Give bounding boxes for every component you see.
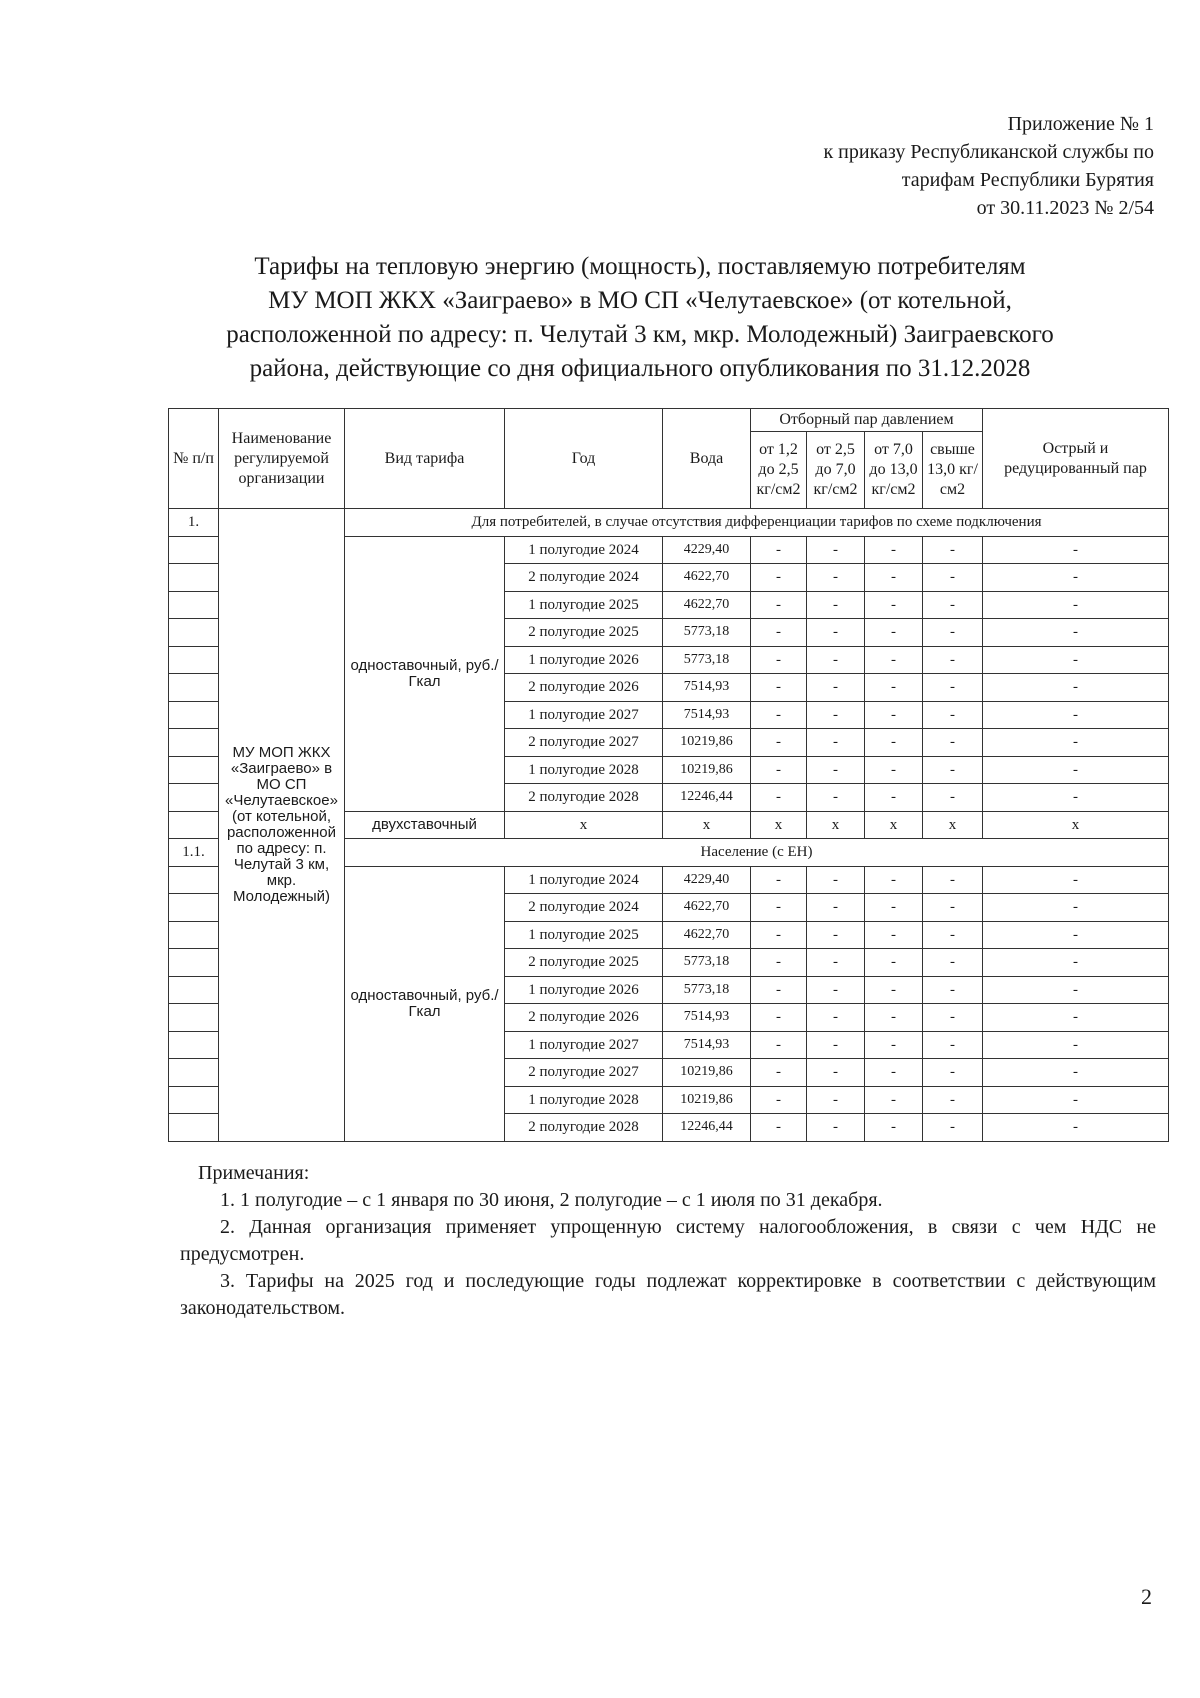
pressure-3-cell: - <box>865 701 923 729</box>
num-cell <box>169 976 219 1004</box>
period-cell: 2 полугодие 2026 <box>505 674 663 702</box>
water-tariff-cell: 4622,70 <box>663 894 751 922</box>
water-tariff-cell: 10219,86 <box>663 729 751 757</box>
section-title: Население (с ЕН) <box>345 839 1169 867</box>
pressure-2-cell: - <box>807 894 865 922</box>
period-cell: 1 полугодие 2028 <box>505 1086 663 1114</box>
sharp-steam-cell: - <box>983 756 1169 784</box>
pressure-4-cell: - <box>923 921 983 949</box>
sharp-steam-cell: - <box>983 591 1169 619</box>
num-cell <box>169 701 219 729</box>
water-tariff-cell: x <box>663 811 751 839</box>
num-cell <box>169 646 219 674</box>
section-number: 1. <box>169 509 219 537</box>
year-cell: x <box>505 811 663 839</box>
pressure-1-cell: - <box>751 949 807 977</box>
pressure-4-cell: - <box>923 1004 983 1032</box>
pressure-4-cell: - <box>923 729 983 757</box>
num-cell <box>169 756 219 784</box>
header-tariff-type: Вид тарифа <box>345 409 505 509</box>
appendix-line: Приложение № 1 <box>1007 113 1154 135</box>
pressure-4-cell: - <box>923 591 983 619</box>
water-tariff-cell: 10219,86 <box>663 756 751 784</box>
sharp-steam-cell: - <box>983 1086 1169 1114</box>
pressure-3-cell: - <box>865 921 923 949</box>
pressure-3-cell: - <box>865 1114 923 1142</box>
two-part-label: двухставочный <box>345 811 505 839</box>
sharp-steam-cell: - <box>983 976 1169 1004</box>
pressure-1-cell: - <box>751 729 807 757</box>
pressure-1-cell: - <box>751 591 807 619</box>
water-tariff-cell: 5773,18 <box>663 976 751 1004</box>
pressure-1-cell: - <box>751 976 807 1004</box>
num-cell <box>169 1114 219 1142</box>
period-cell: 1 полугодие 2027 <box>505 701 663 729</box>
pressure-2-cell: - <box>807 1004 865 1032</box>
sharp-steam-cell: - <box>983 1031 1169 1059</box>
water-tariff-cell: 12246,44 <box>663 784 751 812</box>
sharp-steam-cell: - <box>983 784 1169 812</box>
pressure-1-cell: - <box>751 619 807 647</box>
sharp-steam-cell: - <box>983 949 1169 977</box>
num-cell <box>169 1086 219 1114</box>
notes-heading: Примечания: <box>198 1162 310 1184</box>
pressure-1-cell: - <box>751 1086 807 1114</box>
pressure-3-cell: - <box>865 866 923 894</box>
pressure-3-cell: - <box>865 536 923 564</box>
pressure-2-cell: - <box>807 976 865 1004</box>
pressure-1-cell: - <box>751 921 807 949</box>
rate-type-cell: одноставочный, руб./Гкал <box>345 536 505 811</box>
document-title <box>150 250 1130 386</box>
num-cell <box>169 949 219 977</box>
pressure-2-cell: - <box>807 921 865 949</box>
period-cell: 1 полугодие 2025 <box>505 591 663 619</box>
water-tariff-cell: 10219,86 <box>663 1059 751 1087</box>
pressure-4-cell: - <box>923 866 983 894</box>
pressure-4-cell: - <box>923 1059 983 1087</box>
notes-block <box>180 1160 1156 1322</box>
water-tariff-cell: 4622,70 <box>663 564 751 592</box>
pressure-3-cell: - <box>865 1059 923 1087</box>
pressure-4-cell: - <box>923 1086 983 1114</box>
water-tariff-cell: 4229,40 <box>663 536 751 564</box>
pressure-1-cell: - <box>751 536 807 564</box>
appendix-line: к приказу Республиканской службы по <box>823 141 1154 163</box>
pressure-4-cell: - <box>923 619 983 647</box>
pressure-3-cell: - <box>865 1086 923 1114</box>
title-line: Тарифы на тепловую энергию (мощность), поставляемую потребителям <box>254 253 1026 280</box>
pressure-4-cell: - <box>923 976 983 1004</box>
pressure-1-cell: - <box>751 1031 807 1059</box>
num-cell <box>169 564 219 592</box>
water-tariff-cell: 7514,93 <box>663 674 751 702</box>
pressure-2-cell: - <box>807 591 865 619</box>
header-pressure-1: от 1,2 до 2,5 кг/см2 <box>751 432 807 509</box>
pressure-2-cell: - <box>807 1086 865 1114</box>
sharp-steam-cell: - <box>983 674 1169 702</box>
water-tariff-cell: 5773,18 <box>663 949 751 977</box>
appendix-block <box>823 110 1154 222</box>
table-row <box>169 509 1169 537</box>
section-title: Для потребителей, в случае отсутствия дифференциации тарифов по схеме подключения <box>345 509 1169 537</box>
water-tariff-cell: 7514,93 <box>663 701 751 729</box>
page-number: 2 <box>1141 1584 1152 1609</box>
pressure-3-cell: - <box>865 674 923 702</box>
num-cell <box>169 536 219 564</box>
sharp-steam-cell: - <box>983 894 1169 922</box>
pressure-3-cell: - <box>865 729 923 757</box>
pressure-4-cell: - <box>923 646 983 674</box>
pressure-3-cell: - <box>865 619 923 647</box>
sharp-steam-cell: - <box>983 1004 1169 1032</box>
pressure-4-cell: - <box>923 701 983 729</box>
period-cell: 2 полугодие 2025 <box>505 619 663 647</box>
pressure-2-cell: - <box>807 646 865 674</box>
pressure-2-cell: - <box>807 1031 865 1059</box>
num-cell <box>169 1031 219 1059</box>
pressure-2-cell: - <box>807 1114 865 1142</box>
period-cell: 2 полугодие 2027 <box>505 1059 663 1087</box>
header-pressure-3: от 7,0 до 13,0 кг/см2 <box>865 432 923 509</box>
header-water: Вода <box>663 409 751 509</box>
period-cell: 1 полугодие 2026 <box>505 976 663 1004</box>
pressure-3-cell: - <box>865 564 923 592</box>
section-number: 1.1. <box>169 839 219 867</box>
sharp-steam-cell: - <box>983 701 1169 729</box>
period-cell: 2 полугодие 2026 <box>505 1004 663 1032</box>
pressure-2-cell: - <box>807 619 865 647</box>
header-num: № п/п <box>169 409 219 509</box>
period-cell: 1 полугодие 2024 <box>505 536 663 564</box>
pressure-4-cell: - <box>923 1114 983 1142</box>
pressure-2-cell: - <box>807 756 865 784</box>
pressure-4-cell: - <box>923 784 983 812</box>
pressure-2-cell: - <box>807 866 865 894</box>
pressure-2-cell: - <box>807 701 865 729</box>
water-tariff-cell: 4229,40 <box>663 866 751 894</box>
pressure-2-cell: - <box>807 729 865 757</box>
pressure-2-cell: - <box>807 784 865 812</box>
pressure-4-cell: - <box>923 949 983 977</box>
pressure-3-cell: - <box>865 756 923 784</box>
period-cell: 1 полугодие 2026 <box>505 646 663 674</box>
period-cell: 1 полугодие 2024 <box>505 866 663 894</box>
pressure-3-cell: - <box>865 949 923 977</box>
sharp-steam-cell: - <box>983 1059 1169 1087</box>
title-line: МУ МОП ЖКХ «Заиграево» в МО СП «Челутаевское» (от котельной, <box>268 287 1012 314</box>
pressure-1-cell: x <box>751 811 807 839</box>
header-sharp-steam: Острый и редуцированный пар <box>983 409 1169 509</box>
pressure-3-cell: - <box>865 784 923 812</box>
pressure-1-cell: - <box>751 894 807 922</box>
water-tariff-cell: 4622,70 <box>663 921 751 949</box>
pressure-1-cell: - <box>751 866 807 894</box>
header-year: Год <box>505 409 663 509</box>
note-item: 3. Тарифы на 2025 год и последующие годы подлежат корректировке в соответствии с действующим законодательством. <box>180 1270 1156 1319</box>
note-item: 2. Данная организация применяет упрощенную систему налогообложения, в связи с чем НДС не предусмотрен. <box>180 1216 1156 1265</box>
num-cell <box>169 591 219 619</box>
water-tariff-cell: 12246,44 <box>663 1114 751 1142</box>
pressure-1-cell: - <box>751 784 807 812</box>
pressure-1-cell: - <box>751 1114 807 1142</box>
water-tariff-cell: 5773,18 <box>663 646 751 674</box>
pressure-3-cell: - <box>865 591 923 619</box>
pressure-1-cell: - <box>751 646 807 674</box>
pressure-2-cell: x <box>807 811 865 839</box>
appendix-line: от 30.11.2023 № 2/54 <box>976 197 1154 219</box>
num-cell <box>169 894 219 922</box>
period-cell: 2 полугодие 2027 <box>505 729 663 757</box>
title-line: района, действующие со дня официального опубликования по 31.12.2028 <box>249 355 1031 382</box>
sharp-steam-cell: - <box>983 921 1169 949</box>
pressure-2-cell: - <box>807 536 865 564</box>
num-cell <box>169 1004 219 1032</box>
period-cell: 1 полугодие 2028 <box>505 756 663 784</box>
pressure-1-cell: - <box>751 701 807 729</box>
pressure-1-cell: - <box>751 756 807 784</box>
pressure-3-cell: - <box>865 976 923 1004</box>
period-cell: 2 полугодие 2025 <box>505 949 663 977</box>
pressure-3-cell: - <box>865 1031 923 1059</box>
pressure-3-cell: - <box>865 646 923 674</box>
tariff-table <box>168 408 1169 1142</box>
period-cell: 2 полугодие 2028 <box>505 784 663 812</box>
period-cell: 2 полугодие 2024 <box>505 564 663 592</box>
tariff-table-body <box>169 509 1169 1142</box>
num-cell <box>169 619 219 647</box>
sharp-steam-cell: - <box>983 564 1169 592</box>
pressure-4-cell: - <box>923 894 983 922</box>
title-line: расположенной по адресу: п. Челутай 3 км, мкр. Молодежный) Заиграевского <box>226 321 1054 348</box>
num-cell <box>169 729 219 757</box>
period-cell: 1 полугодие 2025 <box>505 921 663 949</box>
num-cell <box>169 921 219 949</box>
num-cell <box>169 1059 219 1087</box>
sharp-steam-cell: - <box>983 619 1169 647</box>
water-tariff-cell: 7514,93 <box>663 1031 751 1059</box>
num-cell <box>169 784 219 812</box>
header-steam-group: Отборный пар давлением <box>751 409 983 432</box>
org-name-cell: МУ МОП ЖКХ «Заиграево» в МО СП «Челутаевское» (от котельной, расположенной по адресу: п. Челутай 3 км, мкр. Молодежный) <box>219 509 345 1142</box>
sharp-steam-cell: - <box>983 536 1169 564</box>
pressure-4-cell: - <box>923 564 983 592</box>
pressure-1-cell: - <box>751 674 807 702</box>
pressure-4-cell: - <box>923 674 983 702</box>
sharp-steam-cell: x <box>983 811 1169 839</box>
pressure-4-cell: x <box>923 811 983 839</box>
header-org: Наименование регулируемой организации <box>219 409 345 509</box>
num-cell <box>169 674 219 702</box>
rate-type-cell: одноставочный, руб./Гкал <box>345 866 505 1141</box>
pressure-3-cell: - <box>865 1004 923 1032</box>
header-pressure-4: свыше 13,0 кг/см2 <box>923 432 983 509</box>
period-cell: 1 полугодие 2027 <box>505 1031 663 1059</box>
pressure-4-cell: - <box>923 536 983 564</box>
note-item: 1. 1 полугодие – с 1 января по 30 июня, 2 полугодие – с 1 июля по 31 декабря. <box>220 1189 883 1211</box>
appendix-line: тарифам Республики Бурятия <box>901 169 1154 191</box>
pressure-3-cell: - <box>865 894 923 922</box>
pressure-2-cell: - <box>807 1059 865 1087</box>
header-pressure-2: от 2,5 до 7,0 кг/см2 <box>807 432 865 509</box>
pressure-2-cell: - <box>807 674 865 702</box>
water-tariff-cell: 10219,86 <box>663 1086 751 1114</box>
period-cell: 2 полугодие 2028 <box>505 1114 663 1142</box>
pressure-1-cell: - <box>751 564 807 592</box>
pressure-4-cell: - <box>923 756 983 784</box>
pressure-3-cell: x <box>865 811 923 839</box>
water-tariff-cell: 7514,93 <box>663 1004 751 1032</box>
water-tariff-cell: 4622,70 <box>663 591 751 619</box>
sharp-steam-cell: - <box>983 646 1169 674</box>
pressure-1-cell: - <box>751 1059 807 1087</box>
period-cell: 2 полугодие 2024 <box>505 894 663 922</box>
sharp-steam-cell: - <box>983 729 1169 757</box>
pressure-2-cell: - <box>807 564 865 592</box>
pressure-4-cell: - <box>923 1031 983 1059</box>
sharp-steam-cell: - <box>983 1114 1169 1142</box>
pressure-1-cell: - <box>751 1004 807 1032</box>
pressure-2-cell: - <box>807 949 865 977</box>
num-cell <box>169 811 219 839</box>
num-cell <box>169 866 219 894</box>
water-tariff-cell: 5773,18 <box>663 619 751 647</box>
sharp-steam-cell: - <box>983 866 1169 894</box>
